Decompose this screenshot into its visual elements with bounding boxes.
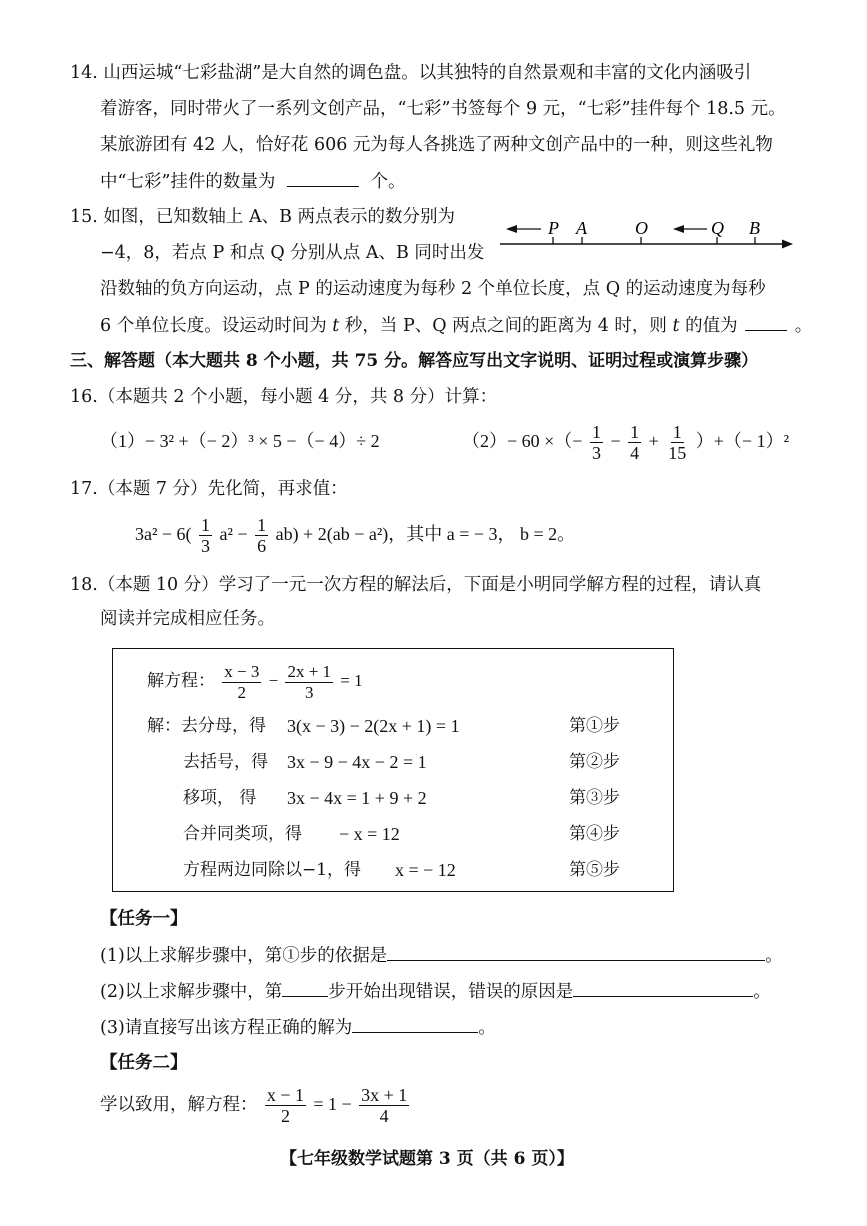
q15-line-4 — [100, 312, 812, 339]
page-footer: 【七年级数学试题第 3 页（共 6 页）】 — [280, 1149, 574, 1169]
step-3-equation: 3x − 4x = 1 + 9 + 2 — [287, 788, 427, 808]
step-1-label: 解：去分母，得 — [147, 716, 266, 736]
denominator: 4 — [630, 443, 640, 464]
label-b: B — [749, 218, 760, 238]
numerator: 1 — [201, 515, 211, 536]
numerator: 1 — [672, 422, 682, 443]
step-3-tag: 第③步 — [569, 788, 620, 808]
section-3-title: 三、解答题（本大题共 8 个小题，共 75 分。解答应写出文字说明、证明过程或演算步骤） — [70, 351, 759, 371]
step-2-equation: 3x − 9 − 4x − 2 = 1 — [287, 752, 427, 772]
q14-line-3: 某旅游团有 42 人，恰好花 606 元为每人各挑选了两种文创产品中的一种，则这些礼物 — [100, 135, 773, 155]
task-1-item-1-text: (1)以上求解步骤中，第①步的依据是 — [100, 946, 388, 966]
label-q: Q — [711, 218, 724, 238]
q14-line-4-text: 中“七彩”挂件的数量为 — [100, 172, 276, 192]
eq-minus: − — [268, 671, 279, 690]
eq-rhs: = 1 — [340, 671, 363, 690]
eq-fraction-2 — [285, 662, 333, 703]
q14-answer-blank[interactable] — [287, 168, 359, 187]
denominator: 3 — [591, 443, 601, 464]
step-5-equation: x = − 12 — [395, 860, 456, 880]
step-2-label: 去括号，得 — [183, 752, 268, 772]
q15-line-4-text-a: 6 个单位长度。设运动时间为 — [100, 316, 327, 336]
denominator: 3 — [304, 682, 314, 702]
label-p: P — [548, 218, 559, 238]
q17-expr-middle: a² − — [219, 524, 248, 544]
task-2-equation — [100, 1082, 412, 1127]
denominator: 3 — [201, 536, 211, 557]
label-o: O — [635, 218, 648, 238]
task-2-fraction-2 — [359, 1085, 409, 1126]
denominator: 2 — [237, 682, 247, 702]
q15-var-t-1: t — [332, 316, 340, 336]
numerator: 1 — [591, 422, 601, 443]
numerator: x − 1 — [266, 1085, 305, 1106]
task-1-title: 【任务一】 — [100, 909, 188, 929]
q16-fraction-1-4 — [628, 422, 641, 463]
q14-line-2: 着游客，同时带火了一系列文创产品，“七彩”书签每个 9 元，“七彩”挂件每个 18.5 元。 — [100, 99, 786, 119]
q17-expression — [135, 512, 575, 556]
task-1-item-2 — [100, 978, 771, 1005]
step-1-tag: 第①步 — [569, 716, 620, 736]
task-1-item-2-text-b: 步开始出现错误，错误的原因是 — [328, 982, 574, 1002]
q17-expr-start: 3a² − 6( — [135, 524, 192, 544]
step-4-tag: 第④步 — [569, 824, 620, 844]
denominator: 4 — [379, 1106, 389, 1127]
q14-line-4 — [100, 168, 406, 195]
arrow-p-head — [506, 225, 517, 233]
equation-label: 解方程： — [147, 671, 215, 690]
numerator: 1 — [630, 422, 640, 443]
step-5-label: 方程两边同除以−1，得 — [183, 860, 362, 880]
arrow-q-head — [673, 225, 684, 233]
q15-line-4-text-c: 的值为 — [685, 316, 738, 336]
q16-part-1: （1）− 3² +（− 2）³ × 5 −（− 4）÷ 2 — [100, 431, 380, 451]
equation-statement — [147, 659, 363, 703]
q16-plus: + — [648, 431, 659, 451]
task-2-label: 学以致用，解方程： — [100, 1095, 258, 1115]
q16-part-2-start: （2）− 60 ×（− — [462, 431, 583, 451]
q16-header: 16.（本题共 2 个小题，每小题 4 分，共 8 分）计算： — [70, 387, 498, 407]
solution-steps-box — [112, 648, 674, 892]
numerator: 2x + 1 — [287, 661, 332, 681]
step-2-tag: 第②步 — [569, 752, 620, 772]
q16-part-2-end: ）+（− 1）² — [695, 431, 789, 451]
q16-fraction-1-15 — [666, 422, 688, 463]
label-a: A — [576, 218, 587, 238]
number-line-arrowhead — [782, 240, 793, 249]
q16-minus: − — [610, 431, 621, 451]
q15-line-1: 15. 如图，已知数轴上 A、B 两点表示的数分别为 — [70, 207, 456, 227]
task-1-item-3-blank[interactable] — [352, 1014, 478, 1033]
q15-line-2: −4，8，若点 P 和点 Q 分别从点 A、B 同时出发 — [100, 243, 485, 263]
step-3-label: 移项， 得 — [183, 788, 257, 808]
q18-line-1: 18.（本题 10 分）学习了一元一次方程的解法后，下面是小明同学解方程的过程，请认真 — [70, 575, 762, 595]
q15-line-4-text-b: 秒，当 P、Q 两点之间的距离为 4 时，则 — [344, 316, 667, 336]
numerator: 1 — [257, 515, 267, 536]
q17-fraction-1-6 — [255, 515, 268, 556]
task-2-fraction-1 — [265, 1085, 306, 1126]
step-1-equation: 3(x − 3) − 2(2x + 1) = 1 — [287, 716, 460, 736]
q15-line-4-end: 。 — [794, 316, 813, 336]
task-2-title: 【任务二】 — [100, 1053, 188, 1073]
task-1-item-1-end: 。 — [765, 946, 783, 966]
numerator: x − 3 — [224, 661, 260, 681]
task-1-item-3-end: 。 — [478, 1018, 496, 1038]
step-4-equation: − x = 12 — [339, 824, 400, 844]
task-1-item-2-text-a: (2)以上求解步骤中，第 — [100, 982, 283, 1002]
q17-header: 17.（本题 7 分）先化简，再求值： — [70, 479, 348, 499]
q14-line-1: 14. 山西运城“七彩盐湖”是大自然的调色盘。以其独特的自然景观和丰富的文化内涵吸引 — [70, 63, 752, 83]
q15-line-3: 沿数轴的负方向运动，点 P 的运动速度为每秒 2 个单位长度，点 Q 的运动速度为每秒 — [100, 279, 766, 299]
numerator: 3x + 1 — [361, 1085, 408, 1106]
denominator: 6 — [257, 536, 267, 557]
q16-fraction-1-3 — [590, 422, 603, 463]
q14-line-4-end: 个。 — [370, 172, 406, 192]
task-1-item-2-reason-blank[interactable] — [573, 978, 753, 997]
q15-var-t-2: t — [672, 316, 680, 336]
task-1-item-1 — [100, 942, 783, 969]
denominator: 2 — [280, 1106, 290, 1127]
step-4-label: 合并同类项，得 — [183, 824, 302, 844]
q17-expr-end: ab) + 2(ab − a²)，其中 a = − 3， b = 2。 — [275, 524, 576, 544]
task-1-item-2-step-blank[interactable] — [282, 978, 328, 997]
step-5-tag: 第⑤步 — [569, 860, 620, 880]
task-1-item-3-text: (3)请直接写出该方程正确的解为 — [100, 1018, 353, 1038]
q18-line-2: 阅读并完成相应任务。 — [100, 609, 275, 629]
task-1-item-2-end: 。 — [753, 982, 771, 1002]
task-2-middle: = 1 − — [313, 1094, 352, 1114]
q17-fraction-1-3 — [199, 515, 212, 556]
eq-fraction-1 — [222, 662, 261, 703]
task-1-item-1-blank[interactable] — [387, 942, 765, 961]
task-1-item-3 — [100, 1014, 496, 1041]
q16-part-2 — [462, 420, 789, 463]
q15-answer-blank[interactable] — [745, 312, 787, 331]
number-line-figure — [495, 208, 800, 258]
denominator: 15 — [668, 443, 687, 464]
